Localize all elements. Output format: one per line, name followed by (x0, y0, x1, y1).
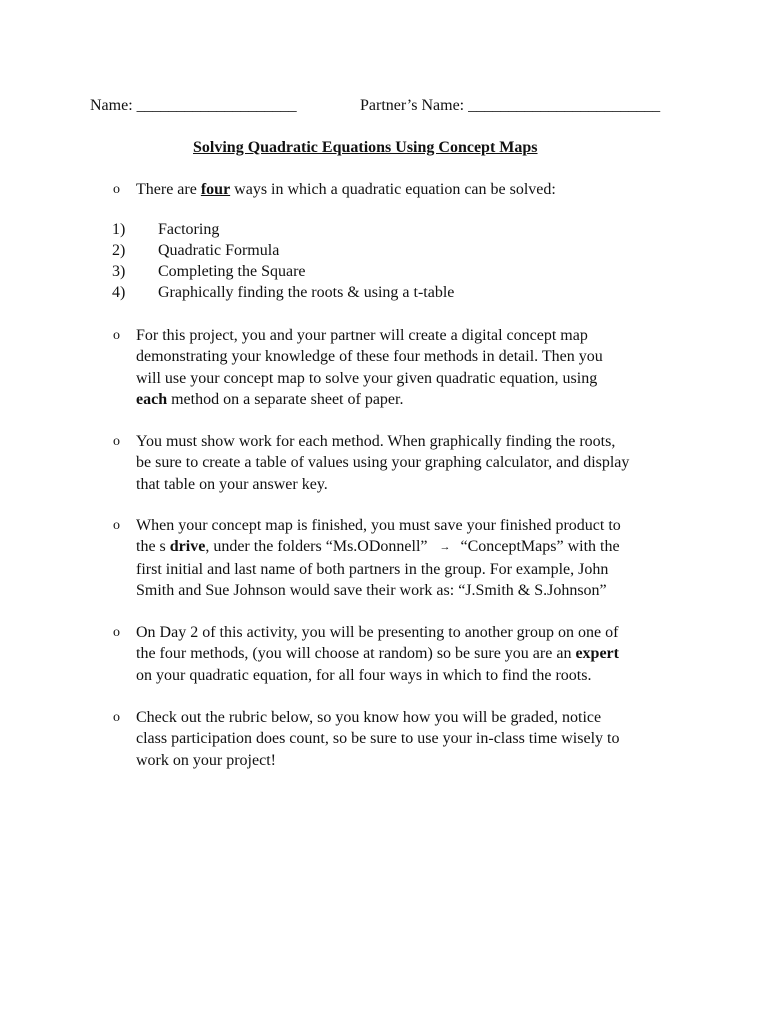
text-fragment: , under the folders “Ms.ODonnell” (205, 538, 428, 556)
list-item-number: 3) (112, 263, 126, 280)
list-item-number: 2) (112, 242, 126, 259)
text-line: demonstrating your knowledge of these four methods in detail. Then you (136, 348, 603, 366)
text-line (136, 536, 696, 558)
name-line (90, 95, 297, 116)
name-label: Name: (90, 97, 133, 114)
bullet-marker: o (113, 710, 120, 725)
work-paragraph (136, 431, 696, 495)
bullet-marker: o (113, 182, 120, 197)
text-line: Smith and Sue Johnson would save their work as: “J.Smith & S.Johnson” (136, 581, 607, 599)
methods-list (112, 219, 632, 303)
save-paragraph (136, 515, 696, 601)
text-line: Check out the rubric below, so you know how you will be graded, notice (136, 709, 602, 726)
page-title: Solving Quadratic Equations Using Concept Maps (193, 139, 538, 156)
text-line: work on your project! (136, 751, 276, 769)
partner-name-blank: ________________________ (468, 97, 661, 114)
text-fragment: “ConceptMaps” with the (460, 538, 620, 556)
list-item-number: 4) (112, 284, 126, 301)
text-line: will use your concept map to solve your given quadratic equation, using (136, 369, 598, 387)
list-item-label: Completing the Square (158, 263, 306, 280)
partner-name-line (360, 95, 660, 116)
list-item (112, 282, 632, 303)
list-item (112, 261, 632, 282)
rubric-paragraph (136, 707, 696, 771)
intro-pre: There are (136, 181, 201, 198)
list-item-label: Quadratic Formula (158, 242, 280, 259)
present-paragraph (136, 622, 696, 686)
text-fragment: the four methods, (you will choose at random) so be sure you are an (136, 645, 576, 663)
arrow-icon: → (439, 541, 451, 554)
bullet-marker: o (113, 328, 120, 343)
text-fragment: method on a separate sheet of paper. (167, 390, 404, 408)
partner-name-label: Partner’s Name: (360, 97, 465, 114)
text-line: class participation does count, so be sure to use your in-class time wisely to (136, 730, 620, 748)
text-line (136, 643, 696, 664)
bold-word: each (136, 390, 168, 408)
bullet-marker: o (113, 625, 120, 640)
bullet-marker: o (113, 434, 120, 449)
text-line: be sure to create a table of values using your graphing calculator, and display (136, 454, 630, 472)
text-fragment: the s (136, 538, 170, 556)
bold-word: drive (169, 538, 206, 556)
bold-word: expert (575, 645, 619, 663)
project-paragraph (136, 325, 696, 410)
intro-emphasis: four (200, 181, 231, 198)
text-line: on your quadratic equation, for all four ways in which to find the roots. (136, 666, 592, 684)
bullet-marker: o (113, 518, 120, 533)
list-item-label: Factoring (158, 221, 220, 238)
text-line: For this project, you and your partner will create a digital concept map (136, 327, 588, 344)
text-line: first initial and last name of both partners in the group. For example, John (136, 560, 609, 578)
intro-text (136, 179, 556, 200)
name-blank: ____________________ (136, 97, 297, 114)
text-line (136, 389, 696, 410)
text-line: When your concept map is finished, you must save your finished product to (136, 517, 621, 534)
text-line: that table on your answer key. (136, 475, 328, 493)
intro-post: ways in which a quadratic equation can be solved: (230, 181, 556, 198)
text-line: On Day 2 of this activity, you will be presenting to another group on one of (136, 624, 619, 641)
list-item (112, 240, 632, 261)
list-item-label: Graphically finding the roots & using a t-table (158, 284, 455, 301)
list-item-number: 1) (112, 221, 126, 238)
list-item (112, 219, 632, 240)
text-line: You must show work for each method. When graphically finding the roots, (136, 433, 616, 450)
